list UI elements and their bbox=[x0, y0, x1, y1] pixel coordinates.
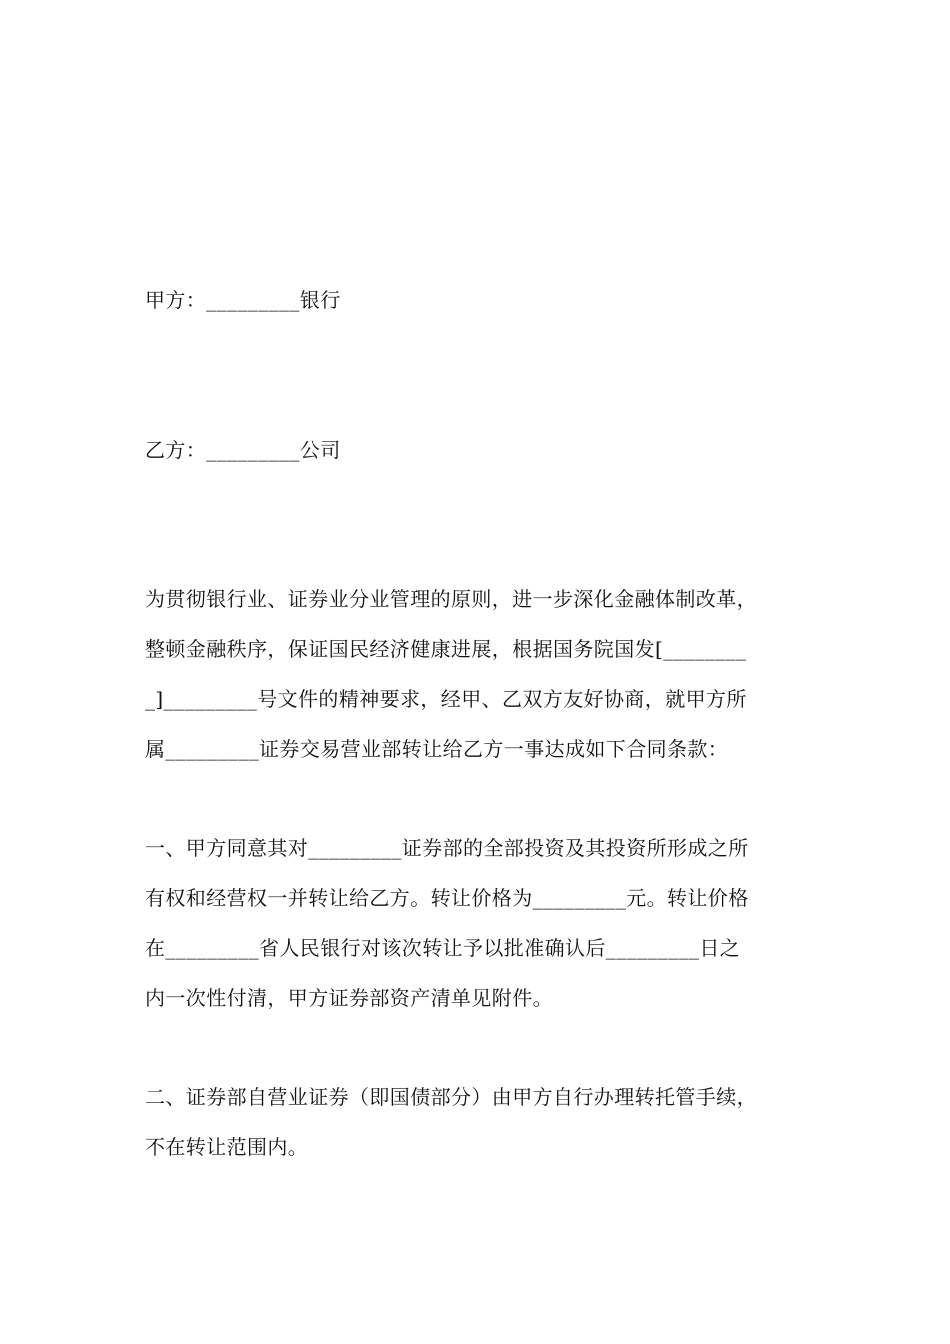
clause-2-line: 二、证券部自营业证券（即国债部分）由甲方自行办理转托管手续， bbox=[145, 1085, 757, 1109]
preamble-line: 整顿金融秩序，保证国民经济健康进展，根据国务院国发[________ bbox=[145, 637, 747, 661]
preamble-line: 为贯彻银行业、证券业分业管理的原则，进一步深化金融体制改革， bbox=[145, 587, 757, 611]
clause-1-line: 一、甲方同意其对_________证券部的全部投资及其投资所形成之所 bbox=[145, 836, 749, 860]
party-a-line: 甲方：_________银行 bbox=[145, 288, 341, 312]
clause-2-line: 不在转让范围内。 bbox=[145, 1135, 309, 1159]
party-b-line: 乙方：_________公司 bbox=[145, 438, 341, 462]
clause-1-line: 内一次性付清，甲方证券部资产清单见附件。 bbox=[145, 986, 553, 1010]
preamble-line: 属_________证券交易营业部转让给乙方一事达成如下合同条款： bbox=[145, 737, 729, 761]
preamble-line: _]_________号文件的精神要求，经甲、乙双方友好协商，就甲方所 bbox=[145, 687, 747, 711]
clause-1-line: 在_________省人民银行对该次转让予以批准确认后_________日之 bbox=[145, 936, 741, 960]
clause-1-line: 有权和经营权一并转让给乙方。转让价格为_________元。转让价格 bbox=[145, 886, 749, 910]
